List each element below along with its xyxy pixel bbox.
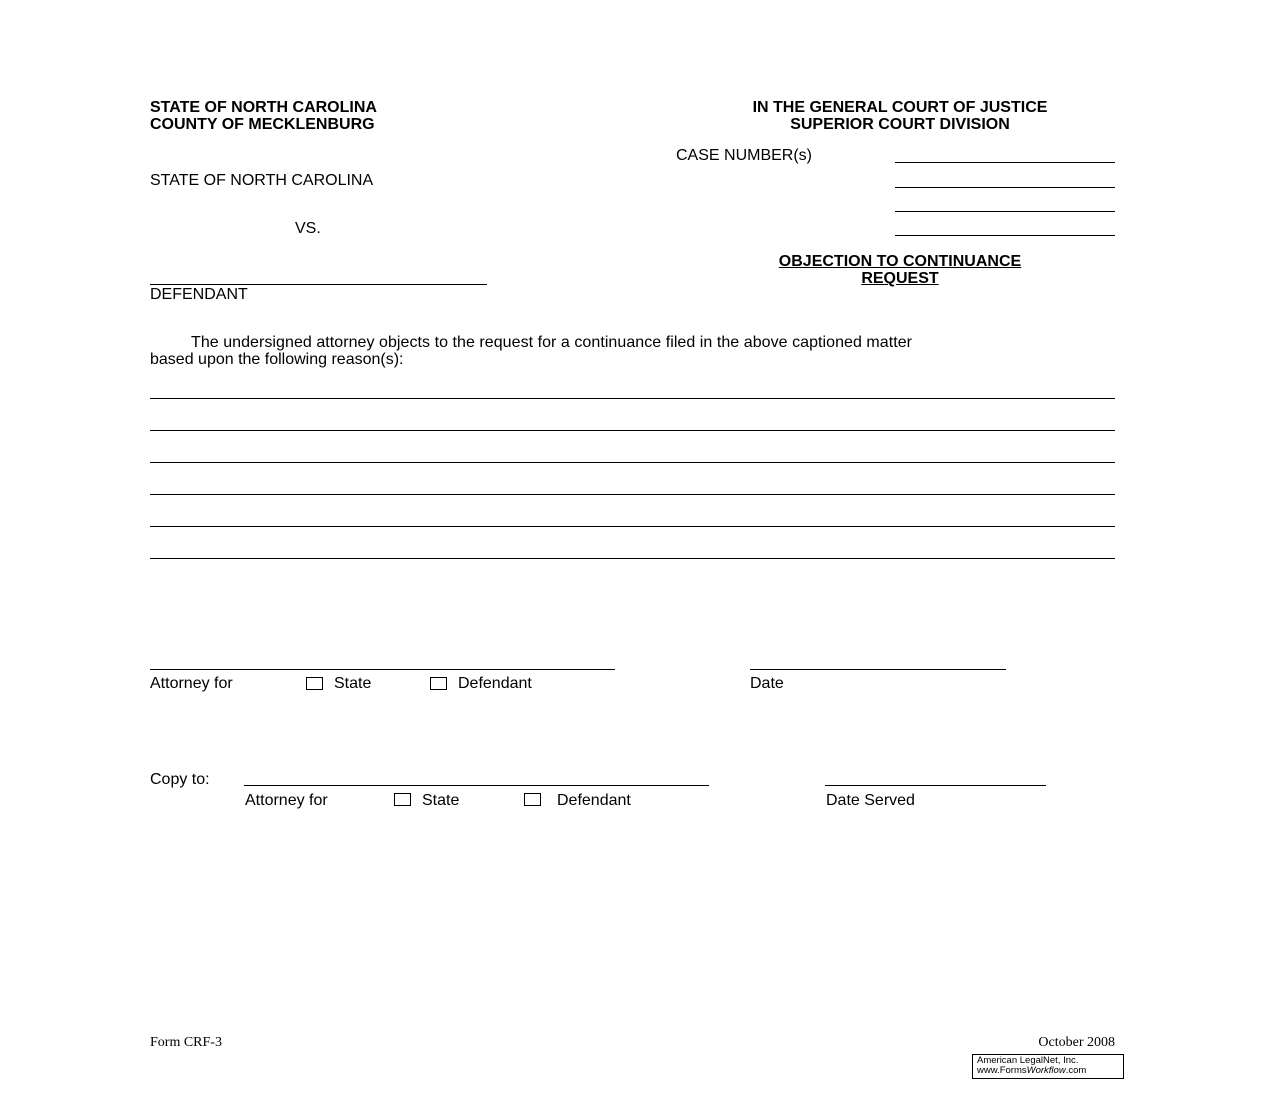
title-line-1: OBJECTION TO CONTINUANCE [778, 253, 1022, 270]
state-checkbox-label: State [334, 675, 372, 692]
copy-defendant-checkbox-label: Defendant [557, 792, 631, 809]
date-line[interactable] [750, 669, 1006, 670]
case-number-field-2[interactable] [895, 187, 1115, 188]
publisher-name: American LegalNet, Inc. [977, 1055, 1079, 1066]
defendant-label: DEFENDANT [150, 286, 248, 303]
document-title-cont [700, 270, 1100, 287]
date-served-line[interactable] [825, 785, 1046, 786]
date-served-label: Date Served [826, 792, 915, 809]
copy-to-label: Copy to: [150, 771, 210, 788]
body-text-line-1: The undersigned attorney objects to the request for a continuance filed in the above captioned matter [191, 334, 913, 351]
defendant-checkbox[interactable] [430, 677, 447, 690]
date-label: Date [750, 675, 784, 692]
reason-line-6[interactable] [150, 558, 1115, 559]
copy-state-checkbox-label: State [422, 792, 460, 809]
case-number-field-3[interactable] [895, 211, 1115, 212]
form-id: Form CRF-3 [150, 1035, 222, 1050]
attorney-for-label: Attorney for [150, 675, 233, 692]
state-checkbox[interactable] [306, 677, 323, 690]
defendant-name-field[interactable] [150, 284, 487, 285]
division-heading: SUPERIOR COURT DIVISION [790, 116, 1010, 133]
copy-defendant-checkbox[interactable] [524, 793, 541, 806]
reason-line-3[interactable] [150, 462, 1115, 463]
copy-state-checkbox[interactable] [394, 793, 411, 806]
body-text-line-2: based upon the following reason(s): [150, 351, 404, 368]
reason-line-2[interactable] [150, 430, 1115, 431]
title-line-2: REQUEST [861, 270, 939, 287]
copy-attorney-for-label: Attorney for [245, 792, 328, 809]
publisher-url-suffix: .com [1065, 1065, 1087, 1076]
form-date: October 2008 [1038, 1035, 1115, 1050]
case-number-field-1[interactable] [895, 162, 1115, 163]
county-heading: COUNTY OF MECKLENBURG [150, 116, 375, 133]
state-heading: STATE OF NORTH CAROLINA [150, 99, 377, 116]
versus-label: VS. [295, 220, 321, 237]
case-number-field-4[interactable] [895, 235, 1115, 236]
publisher-url[interactable] [977, 1066, 1119, 1076]
copy-to-attorney-line[interactable] [244, 785, 709, 786]
attorney-signature-line[interactable] [150, 669, 615, 670]
publisher-url-italic: Workflow [1026, 1065, 1066, 1076]
plaintiff-name: STATE OF NORTH CAROLINA [150, 172, 374, 189]
publisher-badge [972, 1054, 1124, 1079]
defendant-checkbox-label: Defendant [458, 675, 532, 692]
case-number-label: CASE NUMBER(s) [676, 147, 813, 164]
reason-line-4[interactable] [150, 494, 1115, 495]
reason-line-1[interactable] [150, 398, 1115, 399]
publisher-url-prefix: www.Forms [977, 1065, 1027, 1076]
reason-line-5[interactable] [150, 526, 1115, 527]
document-title [700, 253, 1100, 270]
court-heading: IN THE GENERAL COURT OF JUSTICE [752, 99, 1048, 116]
